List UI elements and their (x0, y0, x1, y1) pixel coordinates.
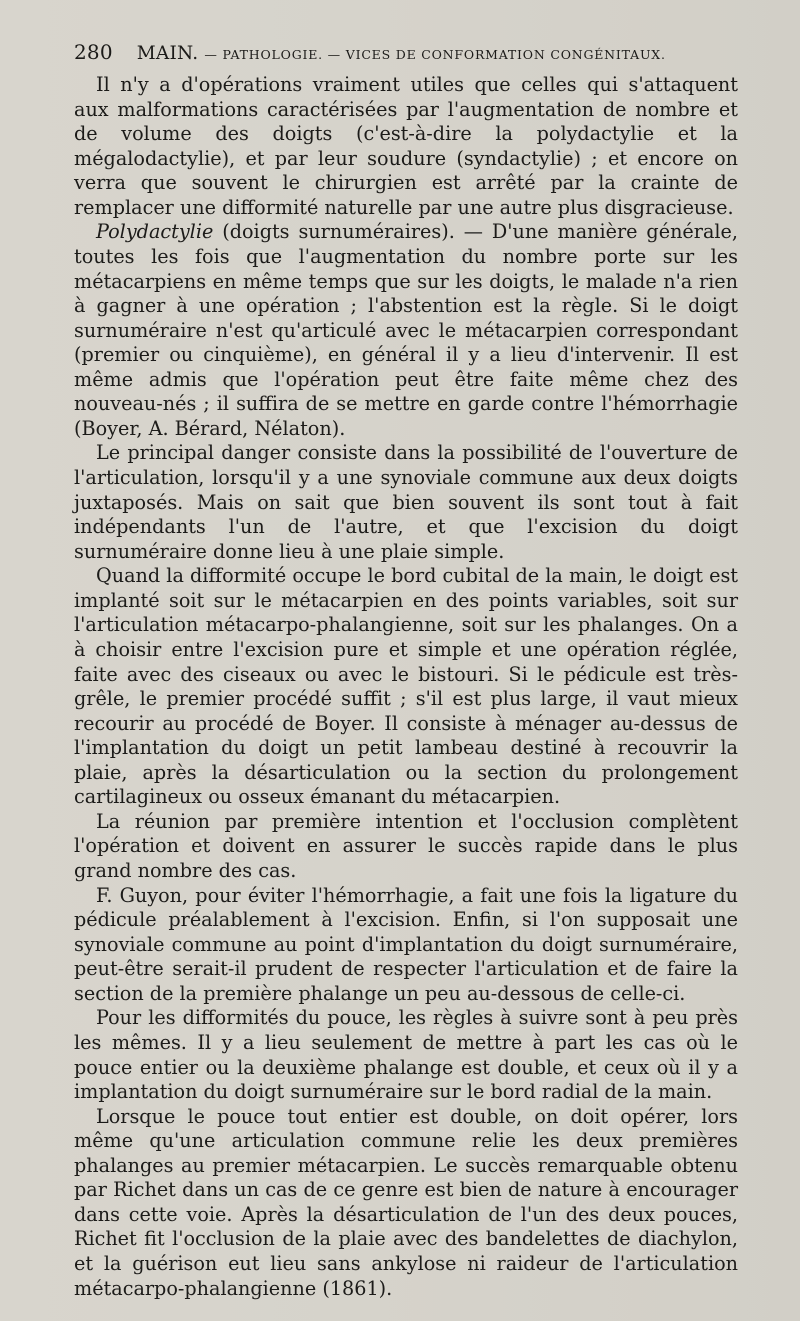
paragraph-5: La réunion par première intention et l'occlusion complètent l'opération et doivent en assurer le succès rapide dans le plus grand nombre des cas. (74, 809, 738, 882)
body-text (74, 73, 738, 1301)
running-title-main: MAIN. (136, 43, 199, 64)
paragraph-3: Le principal danger consiste dans la possibilité de l'ouverture de l'articulation, lorsqu'il y a une synoviale commune aux deux doigts juxtaposés. Mais on sait que bien souvent ils sont tout à fait indépendants l'un de l'autre, et que l'excision du doigt surnuméraire donne lieu à une plaie simple. (74, 441, 738, 563)
paragraph-7: Pour les difformités du pouce, les règles à suivre sont à peu près les mêmes. Il y a lieu seulement de mettre à part les cas où le pouce entier ou la deuxième phalange est double, et ceux où il y a implantation du doigt surnuméraire sur le bord radial de la main. (74, 1006, 738, 1104)
paragraph-2 (74, 220, 738, 441)
paragraph-2-text: (doigts surnuméraires). — D'une manière générale, toutes les fois que l'augmentation du nombre porte sur les métacarpiens en même temps que sur les doigts, le malade n'a rien à gagner à une opération ; l'abstention est la règle. Si le doigt surnuméraire n'est qu'articulé avec le métacarpien correspondant (premier ou cinquième), en général il y a lieu d'intervenir. Il est même admis que l'opération peut être faite même chez des nouveau-nés ; il suffira de se mettre en garde contre l'hémorrhagie (Boyer, A. Bérard, Nélaton). (74, 220, 738, 440)
paragraph-1: Il n'y a d'opérations vraiment utiles que celles qui s'attaquent aux malformations caractérisées par l'augmentation de nombre et de volume des doigts (c'est-à-dire la polydactylie et la mégalodactylie), et par leur soudure (syndactylie) ; et encore on verra que souvent le chirurgien est arrêté par la crainte de remplacer une difformité naturelle par une autre plus disgracieuse. (74, 73, 738, 219)
running-header (74, 40, 738, 74)
running-title (137, 43, 666, 64)
paragraph-6: F. Guyon, pour éviter l'hémorrhagie, a fait une fois la ligature du pédicule préalablement à l'excision. Enfin, si l'on supposait une synoviale commune au point d'implantation du doigt surnuméraire, peut-être serait-il prudent de respecter l'articulation et de faire la section de la première phalange un peu au-dessous de celle-ci. (74, 883, 738, 1005)
paragraph-8: Lorsque le pouce tout entier est double, on doit opérer, lors même qu'une articulation commune relie les deux premières phalanges au premier métacarpien. Le succès remarquable obtenu par Richet dans un cas de ce genre est bien de nature à encourager dans cette voie. Après la désarticulation de l'un des deux pouces, Richet fit l'occlusion de la plaie avec des bandelettes de diachylon, et la guérison eut lieu sans ankylose ni raideur de l'articulation métacarpo-phalangienne (1861). (74, 1104, 738, 1300)
paragraph-4: Quand la difformité occupe le bord cubital de la main, le doigt est implanté soit sur le métacarpien en des points variables, soit sur l'articulation métacarpo-phalangienne, soit sur les phalanges. On a à choisir entre l'excision pure et simple et une opération réglée, faite avec des ciseaux ou avec le bistouri. Si le pédicule est très-grêle, le premier procédé suffit ; s'il est plus large, il vaut mieux recourir au procédé de Boyer. Il consiste à ménager au-dessus de l'implantation du doigt un petit lambeau destiné à recouvrir la plaie, après la désarticulation ou la section du prolongement cartilagineux ou osseux émanant du métacarpien. (74, 564, 738, 809)
paragraph-2-title: Polydactylie (96, 220, 214, 244)
page-number: 280 (74, 40, 113, 64)
running-title-subtitle: — PATHOLOGIE. — VICES DE CONFORMATION CONGÉNITAUX. (204, 47, 666, 62)
